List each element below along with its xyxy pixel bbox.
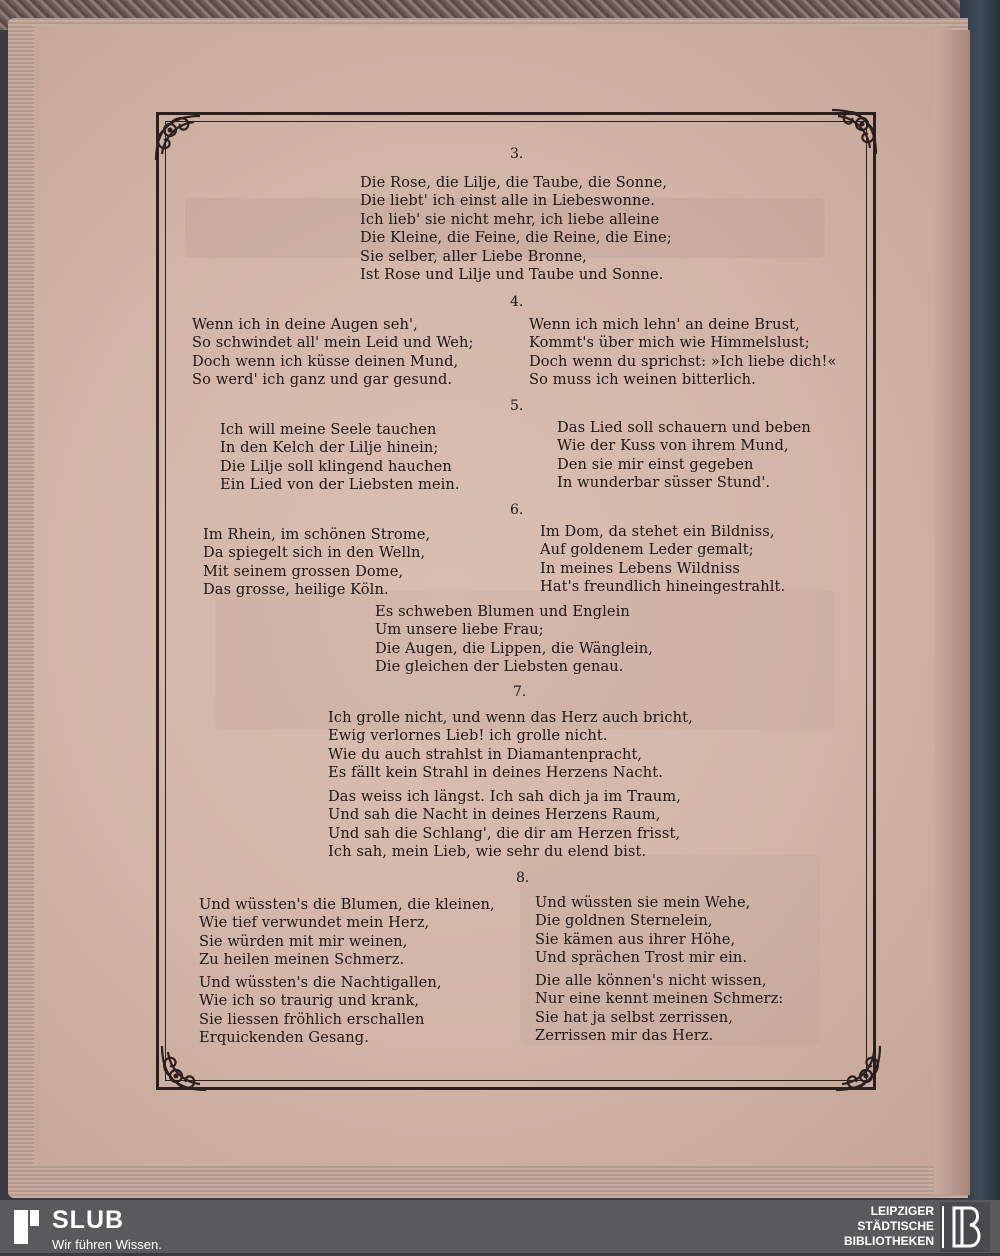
verse-line: Sie liessen fröhlich erschallen	[199, 1010, 425, 1028]
poem-stanza	[328, 788, 681, 862]
verse-line: Um unsere liebe Frau;	[375, 621, 544, 639]
poem-stanza	[375, 603, 653, 677]
verse-line: Sie selber, aller Liebe Bronne,	[360, 247, 587, 265]
poem-number: 4.	[510, 294, 524, 310]
verse-line: Und sah die Nacht in deines Herzens Raum,	[328, 806, 661, 824]
poem-stanza	[540, 523, 785, 597]
verse-line: Zu heilen meinen Schmerz.	[199, 951, 405, 969]
verse-line: Wie ich so traurig und krank,	[199, 992, 420, 1010]
library-logo-icon[interactable]	[940, 1202, 990, 1252]
verse-line: Das Lied soll schauern und beben	[557, 419, 811, 436]
verse-line: Ich grolle nicht, und wenn das Herz auch bricht,	[328, 709, 693, 726]
library-name-line: BIBLIOTHEKEN	[844, 1234, 934, 1248]
verse-line: In wunderbar süsser Stund'.	[557, 474, 771, 492]
book-gutter	[934, 30, 970, 1195]
library-name-line: LEIPZIGER	[870, 1204, 934, 1218]
verse-line: Sie hat ja selbst zerrissen,	[535, 1008, 733, 1026]
verse-line: Die Rose, die Lilje, die Taube, die Sonne,	[360, 174, 668, 191]
poem-stanza	[557, 419, 811, 493]
library-name-line: STÄDTISCHE	[857, 1219, 934, 1233]
poem-stanza	[535, 972, 783, 1046]
verse-line: In den Kelch der Lilje hinein;	[220, 439, 439, 457]
verse-line: Die Lilje soll klingend hauchen	[220, 457, 452, 475]
verse-line: Und sah die Schlang', die dir am Herzen frisst,	[328, 824, 681, 842]
verse-line: Nur eine kennt meinen Schmerz:	[535, 990, 784, 1008]
verse-line: Kommt's über mich wie Himmelslust;	[529, 334, 810, 352]
verse-line: Und wüssten's die Blumen, die kleinen,	[199, 896, 495, 913]
verse-line: Sie kämen aus ihrer Höhe,	[535, 930, 736, 948]
verse-line: Sie würden mit mir weinen,	[199, 932, 408, 950]
poem-number: 7.	[513, 684, 527, 700]
verse-line: Die Kleine, die Feine, die Reine, die Eine;	[360, 229, 672, 247]
verse-line: Die goldnen Sternelein,	[535, 912, 713, 930]
verse-line: Das grosse, heilige Köln.	[203, 581, 389, 599]
verse-line: In meines Lebens Wildniss	[540, 559, 740, 577]
verse-line: Ich lieb' sie nicht mehr, ich liebe alleine	[360, 210, 660, 228]
poem-stanza	[535, 894, 750, 968]
verse-line: Es fällt kein Strahl in deines Herzens Nacht.	[328, 764, 663, 782]
corner-ornament-icon	[826, 104, 882, 160]
verse-line: Ich sah, mein Lieb, wie sehr du elend bist.	[328, 843, 647, 861]
verse-line: Wie der Kuss von ihrem Mund,	[557, 437, 789, 455]
verse-line: Und wüssten's die Nachtigallen,	[199, 974, 442, 991]
verse-line: Die Augen, die Lippen, die Wänglein,	[375, 639, 653, 657]
verse-line: Die liebt' ich einst alle in Liebeswonne.	[360, 192, 655, 210]
library-name[interactable]	[820, 1204, 934, 1249]
slub-logo-icon[interactable]	[12, 1207, 42, 1247]
verse-line: Da spiegelt sich in den Welln,	[203, 544, 426, 562]
poem-number: 8.	[516, 870, 530, 886]
verse-line: Hat's freundlich hineingestrahlt.	[540, 578, 786, 596]
slub-tagline: Wir führen Wissen.	[52, 1237, 162, 1252]
poem-stanza	[328, 709, 693, 783]
poem-stanza	[220, 421, 460, 495]
verse-line: Zerrissen mir das Herz.	[535, 1027, 714, 1045]
verse-line: Mit seinem grossen Dome,	[203, 562, 404, 580]
poem-stanza	[199, 974, 442, 1048]
poem-number: 6.	[510, 502, 524, 518]
verse-line: Den sie mir einst gegeben	[557, 455, 754, 473]
slub-name[interactable]: SLUB	[52, 1206, 125, 1234]
verse-line: Im Rhein, im schönen Strome,	[203, 526, 431, 543]
poem-stanza	[199, 896, 495, 970]
poem-stanza	[529, 316, 836, 390]
verse-line: Es schweben Blumen und Englein	[375, 603, 630, 620]
verse-line: So werd' ich ganz und gar gesund.	[192, 371, 453, 389]
verse-line: Das weiss ich längst. Ich sah dich ja im Traum,	[328, 788, 681, 805]
verse-line: Wenn ich mich lehn' an deine Brust,	[529, 316, 800, 333]
verse-line: Ich will meine Seele tauchen	[220, 421, 437, 438]
corner-ornament-icon	[830, 1040, 886, 1096]
verse-line: Wie tief verwundet mein Herz,	[199, 914, 430, 932]
verse-line: Und wüssten sie mein Wehe,	[535, 894, 751, 911]
verse-line: Ist Rose und Lilje und Taube und Sonne.	[360, 265, 664, 283]
corner-ornament-icon	[150, 110, 206, 166]
poem-number: 5.	[510, 398, 524, 414]
verse-line: Erquickenden Gesang.	[199, 1029, 369, 1047]
verse-line: Wie du auch strahlst in Diamantenpracht,	[328, 745, 643, 763]
verse-line: Die alle können's nicht wissen,	[535, 972, 767, 989]
verse-line: Auf goldenem Leder gemalt;	[540, 541, 754, 559]
verse-line: So muss ich weinen bitterlich.	[529, 371, 756, 389]
verse-line: Und sprächen Trost mir ein.	[535, 949, 748, 967]
verse-line: So schwindet all' mein Leid und Weh;	[192, 334, 474, 352]
verse-line: Ewig verlornes Lieb! ich grolle nicht.	[328, 727, 608, 745]
verse-line: Doch wenn ich küsse deinen Mund,	[192, 352, 459, 370]
verse-line: Ein Lied von der Liebsten mein.	[220, 476, 460, 494]
corner-ornament-icon	[156, 1040, 212, 1096]
poem-stanza	[192, 316, 474, 390]
poem-number: 3.	[510, 146, 524, 162]
poem-stanza	[360, 174, 672, 284]
verse-line: Die gleichen der Liebsten genau.	[375, 658, 624, 676]
verse-line: Doch wenn du sprichst: »Ich liebe dich!«	[529, 352, 837, 370]
poem-stanza	[203, 526, 430, 600]
verse-line: Wenn ich in deine Augen seh',	[192, 316, 418, 333]
verse-line: Im Dom, da stehet ein Bildniss,	[540, 523, 775, 540]
